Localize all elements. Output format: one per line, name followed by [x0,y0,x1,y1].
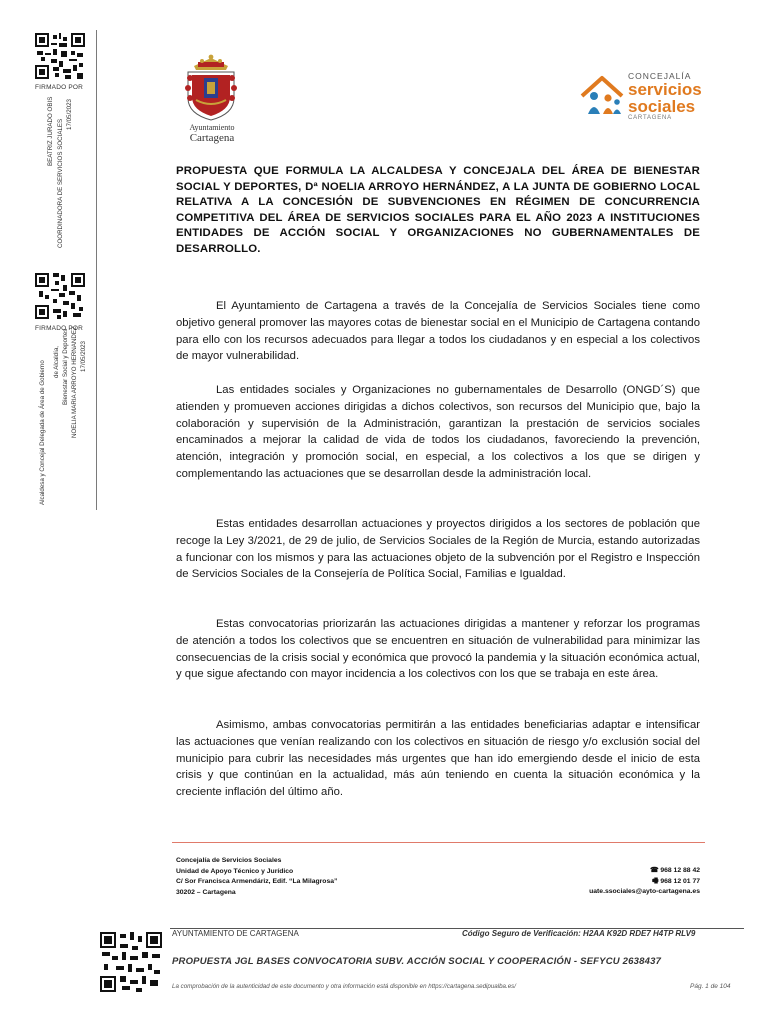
page-number: Pág. 1 de 104 [690,983,731,990]
ayuntamiento-label: Ayuntamiento [189,123,235,132]
footer-ayuntamiento: AYUNTAMIENTO DE CARTAGENA [172,929,299,938]
authenticity-note[interactable]: La comprobación de la autenticidad de este documento y otra información está disponible en https://cartagena.sedipualba.es/ [172,983,516,990]
fax-number: 968 12 01 77 [660,877,700,885]
signature-1-name: BEATRIZ JURADO OBIS [47,96,54,166]
signature-2-name: NOELIA MARIA ARROYO HERNANDEZ [71,326,78,438]
email-link[interactable]: uate.ssociales@ayto-cartagena.es [589,888,700,895]
qr-code-icon [35,273,85,319]
office-line-4: 30202 – Cartagena [176,888,236,896]
paragraph-4: Estas convocatorias priorizarán las actuaciones dirigidas a mantener y reforzar los programas de atención a todos los colectivos que se encuentren en situación de vulnerabilidad para minimizar las consecuencias de la crisis social y económica que provocó la pandemia y la situación económica actual, y que sigue afectando con mayor incidencia a los colectivos con los que se trabaja en este área. [176,618,700,681]
servicios-sociales-house-icon [580,74,624,118]
office-line-1: Concejalía de Servicios Sociales [176,857,282,864]
cartagena-coat-of-arms-icon [178,52,244,122]
paragraph-1: El Ayuntamiento de Cartagena a través de la Concejalía de Servicios Sociales tiene como objetivo general promover las mayores cotas de bienestar social en el Municipio de Cartagena contando para ello con los recursos adecuados para llegar a todos los ciudadanos y en especial a los colectivos de mayor vulnerabilidad. [176,300,700,363]
servicios-sociales-wordmark [628,72,702,121]
firmado-label-1: FIRMADO POR [35,84,84,91]
cartagena-label: Cartagena [189,132,235,144]
cartagena-small-label: CARTAGENA [628,114,672,121]
sociales-label: sociales [628,96,696,116]
fax-icon: 🖷 [652,877,661,885]
signature-1-role: COORDINADORA DE SERVICIOS SOCIALES [57,118,64,248]
signature-strip-divider [96,30,97,510]
concejalia-label: CONCEJALÍA [628,71,692,81]
firmado-label-2: FIRMADO POR [35,325,84,332]
servicios-label: servicios [628,79,702,99]
ayuntamiento-wordmark [176,123,248,143]
paragraph-3: Estas entidades desarrollan actuaciones y proyectos dirigidos a los sectores de población que recoge la Ley 3/2021, de 29 de julio, de Servicios Sociales de la Región de Murcia, estando autorizadas a funcionar con los mismos y para las actuaciones objeto de la subvención por el Registro e Inspección de Servicios Sociales de la Consejería de Política Social, Familias e Igualdad. [176,518,700,581]
office-contact [589,866,700,898]
verification-qr-code-icon [100,932,162,992]
paragraph-2: Las entidades sociales y Organizaciones no gubernamentales de Desarrollo (ONGD´S) que atienden y promueven acciones dirigidas a dichos colectivos, son recursos del Municipio que, bajo la colaboración y supervisión de la Administración, garantizan la prestación de servicios sociales encaminados a mejorar la calidad de vida de todos los ciudadanos, favoreciendo la prevención, atención, integración y promoción social, en especial, a los colectivos a los que se dirigen y complementando las actuaciones que se desarrollan desde la administración local. [176,384,700,480]
phone-icon: ☎ [649,867,661,874]
office-line-3: C/ Sor Francisca Armendáriz, Edif. “La Milagrosa” [176,878,338,885]
verification-code: Código Seguro de Verificación: H2AA K92D RDE7 H4TP RLV9 [462,929,696,938]
qr-code-icon [35,33,85,79]
phone-number: 968 12 88 42 [660,867,700,874]
footer-document-title: PROPUESTA JGL BASES CONVOCATORIA SUBV. ACCIÓN SOCIAL Y COOPERACIÓN - SEFYCU 2638437 [172,956,662,967]
paragraph-5: Asimismo, ambas convocatorias permitirán a las entidades beneficiarias adaptar e intensificar las actuaciones que venían realizando con los colectivos en situación de riesgo y/o exclusión social del municipio para cubrir las necesidades más urgentes que han ido emergiendo desde el inicio de esta crisis y que continúan en la actualidad, más aún teniendo en cuenta la situación económica y la creciente inflación del último año. [176,719,700,799]
signature-2-date: 17/05/2023 [80,341,87,372]
signature-2-role-3: Bienestar Social y Deportes [62,328,69,405]
signature-2-role-1: Alcaldesa y Concejal Delegada de Área de Gobierno [39,360,46,505]
signature-1-date: 17/05/2023 [66,99,73,130]
footer-divider [172,842,705,843]
office-address [176,856,337,898]
office-line-2: Unidad de Apoyo Técnico y Jurídico [176,867,294,875]
document-title: PROPUESTA QUE FORMULA LA ALCALDESA Y CONCEJALA DEL ÁREA DE BIENESTAR SOCIAL Y DEPORTES, Dª NOELIA ARROYO HERNÁNDEZ, A LA JUNTA DE GOBIERNO LOCAL RELATIVA A LA CONCESIÓN DE SUBVENCIONES EN RÉGIMEN DE CONCURRENCIA COMPETITIVA DEL ÁREA DE SERVICIOS SOCIALES PARA EL AÑO 2023 A INSTITUCIONES ENTIDADES DE ACCIÓN SOCIAL Y ORGANIZACIONES NO GUBERNAMENTALES DE DESARROLLO. [176,165,700,255]
signature-2-role-2: de Alcaldía, [53,346,60,378]
